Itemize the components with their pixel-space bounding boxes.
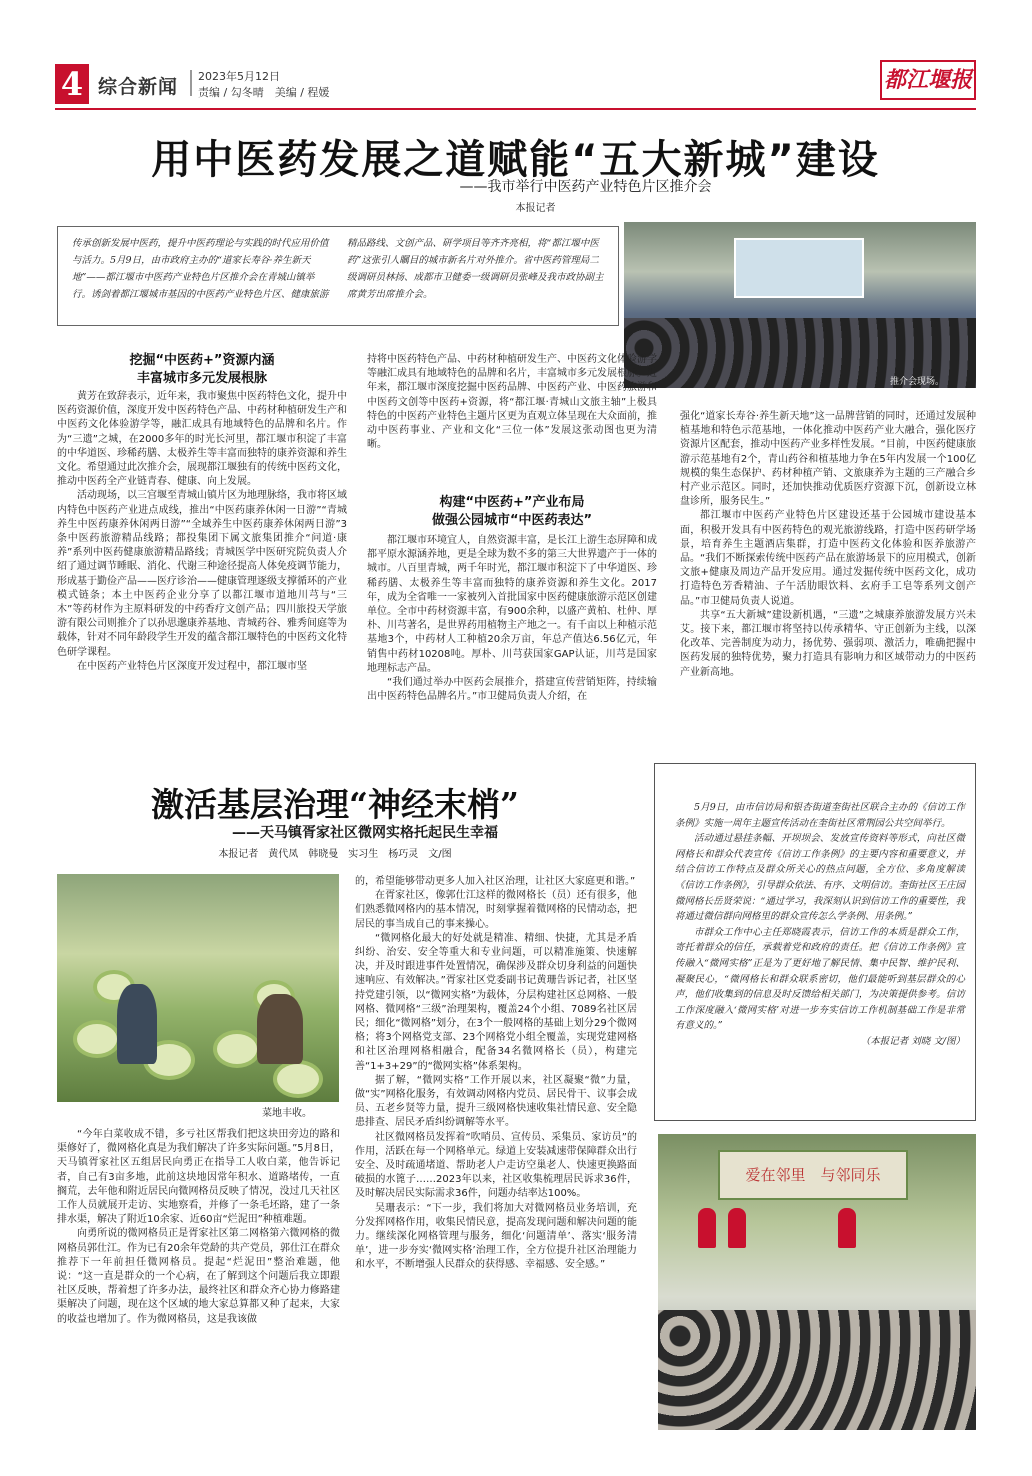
section2-heading [367,494,657,530]
audience [658,1310,976,1430]
paragraph: “微网格化最大的好处就是精准、精细、快捷，尤其是矛盾纠纷、治安、安全等重大和专业问题，可以精准施策、快速解决，并及时跟进事件处置情况，确保涉及群众切身利益的问题快速响应、有效解决。”胥家社区党委副书记黄珊告诉记者，社区坚持党建引领，以“微网实格”为载体，分层构建社区总网格、一般网格、微网格“三级”治理架构，覆盖24个小组、7089名社区居民；细化“微网格”划分，在3个一般网格的基础上划分29个微网格；将3个网格党支部、23个网格党小组全覆盖，实现党建网格和社区治理网格相融合，配备34名微网格长（员），构建完善“1+3+29”的“微网实格”体系架构。 [355,932,637,1072]
header-separator [190,70,192,96]
presentation-screen [734,238,864,298]
cabbage-harvest-photo [57,874,339,1102]
sidebar-article [654,763,976,1121]
section1-heading [57,352,347,388]
photo1-caption: 推介会现场。 [890,377,945,387]
paragraph: “我们通过举办中医药会展推介，搭建宣传营销矩阵，持续输出中医药特色品牌名片。”市卫健局负责人介绍，在 [367,677,657,703]
article1-title: 用中医药发展之道赋能“五大新城”建设 [151,137,880,183]
article2-subtitle: ——天马镇胥家社区微网实格托起民生幸福 [232,825,498,841]
paragraph: 都江堰市中医药产业特色片区建设还基于公园城市建设基本面，积极开发具有中医药特色的观光旅游线路，打造中医药研学场景，培育养生主题酒店集群，打造中医药文化体验和医养旅游产品。“我们不断探索传统中医药产品在旅游场景下的应用模式，创新文旅+健康及周边产品开发应用。通过发掘传统中医药文化，成功打造特色芳香精油、子午活肋眼饮料、玄府手工皂等系列文创产品。”市卫健局负责人说道。 [680,510,976,607]
section1-heading-line1: 挖掘“中医药+”资源内涵 [129,353,275,368]
issue-date: 2023年5月12日 [198,70,280,83]
event-banner: 爱在邻里 与邻同乐 [718,1150,908,1200]
farmer [117,984,157,1064]
article1-column2-bottom [367,534,657,708]
article2-column1 [57,1128,340,1426]
paragraph: 都江堰市环境宜人，自然资源丰富，是长江上游生态屏障和成都平原水源涵养地，更是全球为数不多的第三大世界遗产于一体的城市。八百里青城，两千年时光，都江堰市积淀下了中华道医、珍稀药膳、太极养生等丰富而独特的康养资源和养生文化。2017年，成为全省唯一一家被列入首批国家中医药健康旅游示范区创建单位。全市中药材资源丰富，有900余种，以盛产黄柏、杜仲、厚朴、川芎著名，是世界药用植物主产地之一。有千亩以上种植示范基地3个，中药材人工种植20余万亩，年总产值达6.56亿元，年销售中药材10208吨。厚朴、川芎获国家GAP认证，川芎是国家地理标志产品。 [367,535,657,674]
section-name: 综合新闻 [98,76,179,98]
article1-lead: 传承创新发展中医药，提升中医药理论与实践的时代应用价值与活力。5月9日，由市政府主办的“道家长寿谷·养生新天地”——都江堰市中医药产业特色片区推介会在青城山镇举行。诱剑着都江堰城市基因的中医药产业特色片区、健康旅游精品路线、文创产品、研学项目等齐齐亮相，将“都江堰中医药”这张引人瞩目的城市新名片对外推介。省中医药管理局二级调研员林扬、成都市卫健委一级调研员张峰及我市政协副主席黄芳出席推介会。 [57,226,619,326]
header-rule [55,108,976,110]
article1-byline: 本报记者 [515,203,556,214]
paragraph: 黄芳在致辞表示，近年来，我市聚焦中医药特色文化，提升中医药资源价值，深度开发中医药特色产品、中药材种植研发生产和中医药文化体验游学等，融汇成具有地域特色的品牌和名片。作为“三遗”之城，在2000多年的时光长河里，都江堰市积淀了丰富的中华道医、珍稀药膳、太极养生等丰富而独特的康养资源和养生文化。希望通过此次推介会，展现都江堰独有的传统中医药文化，推动中医药全产业链青春、健康、向上发展。 [57,391,347,488]
article1-column1 [57,390,347,706]
sidebar-signature: （本报记者 刘晓 文/图） [860,1035,965,1047]
paragraph: 社区微网格员发挥着“吹哨员、宣传员、采集员、家访员”的作用，活跃在每一个网格单元。绿道上安装减速带保障群众出行安全、及时疏通堵道、帮助老人户走访空巢老人、快速更换路面破损的水篦子……2023年以来，社区收集梳理居民诉求36件，及时解决居民实际需求36件，问题办结率达100%。 [355,1131,637,1200]
article1-column2-top [367,353,657,477]
paragraph: 据了解，“微网实格”工作开展以来，社区凝聚“微”力量，做“实”网格化服务，有效调动网格内党员、居民骨干、议事会成员、五老乡贤等力量，提升三级网格快速收集社情民意、安全隐患排查、居民矛盾纠纷调解等水平。 [355,1074,637,1129]
paragraph: 强化“道家长寿谷·养生新天地”这一品牌营销的同时，还通过发展种植基地和特色示范基地，一体化推动中医药产业大融合，强化医疗资源片区配套，推动中医药产业多样性发展。“目前，中医药健康旅游示范基地有2个，青山药谷和植基地力争在5年内发展一个100亿规模的集生态保护、药材种植产销、文旅康养为主题的三产融合乡村产业示范区。同时，还加快推动优质医疗资源下沉，创新设立林盘诊所，服务民生。” [680,411,976,508]
cabbage [277,1064,319,1094]
editors: 责编 / 勾冬晴 美编 / 程媛 [198,86,330,99]
section1-heading-line2: 丰富城市多元发展根脉 [136,371,267,386]
paragraph: 持将中医药特色产品、中药材种植研发生产、中医药文化体验游学等融汇成具有地域特色的品牌和名片，丰富城市多元发展根脉。近年来，都江堰市深度挖掘中医药品牌、中医药产业、中医药旅游和中医药文创等中医药+资源，将“都江堰·青城山文旅主轴”上极具特色的中医药产业特色主题片区更为直观立体呈现在大众面前，推动中医药事业、产业和文化“三位一体”发展这张动图也更为清晰。 [367,354,657,451]
paragraph: 5月9日，由市信访局和银杏街道奎街社区联合主办的《信访工作条例》实施一周年主题宣传活动在奎街社区常荆园公共空间举行。 [675,802,965,829]
volunteer [838,1208,856,1248]
paragraph: 在胥家社区，像郭仕江这样的微网格长（员）还有很多，他们熟悉微网格内的基本情况，时刻掌握着微网格的民情动态，把居民的事当成自己的事来操心。 [355,890,637,930]
conference-photo [624,222,976,388]
community-event-photo [658,1134,976,1430]
paragraph: 在中医药产业特色片区深度开发过程中，都江堰市坚 [77,660,307,672]
paragraph: 活动现场，以三宫堰至青城山镇片区为地理脉络，我市将区域内特色中医药产业进点成线，推出“中医药康养休闲一日游”“青城养生中医药康养休闲两日游”“全域养生中医药康养休闲两日游”3条中医药旅游精品线路；都投集团下属文旅集团推介“问道·康养”系列中医药健康旅游精品路线；青城医学中医研究院负责人介绍了通过调节睡眠、消化、代谢三种途径提高人体免疫调节能力，形成基于勤俭产品——医疗诊治——健康管理逐级支撑循环的产业模式链条；本土中医药企业分享了以都江堰市道地川芎与“三木”等药材作为主原料研发的中药香疗文创产品；四川旅投天学旅游有限公司则推介了以孙思邈康养基地、青城药谷、雅秀间庭等为载体，针对不同年龄段学生开发的蕴含都江堰特色的中医药文化特色研学课程。 [57,490,347,658]
article1-column3 [680,410,976,708]
section2-heading-line2: 做强公园城市“中医药表达” [431,513,593,528]
farmer [257,994,303,1064]
article2-column2 [355,875,637,1431]
article2-byline: 本报记者 黄代凤 韩晓曼 实习生 杨巧灵 文/图 [218,849,452,860]
paragraph: 吴珊表示：“下一步，我们将加大对微网格员业务培训，充分发挥网格作用，收集民情民意，提高发现问题和解决问题的能力。继续深化网格管理与服务，细化‘问题清单’、落实‘服务清单’，进一步夯实‘微网实格’治理工作，全方位提升社区治理能力和水平，不断增强人民群众的获得感、幸福感、安全感。” [355,1202,637,1271]
article1-subtitle: ——我市举行中医药产业特色片区推介会 [459,179,712,195]
page-number: 4 [55,64,89,104]
paragraph: 活动通过悬挂条幅、开坝坝会、发放宣传资料等形式，向社区微网格长和群众代表宣传《信访工作条例》的主要内容和重要意义，并结合信访工作特点及群众所关心的热点问题，全方位、多角度解读《信访工作条例》，引导群众依法、有序、文明信访。奎街社区王庄园微网格长岳贤荣说：“通过学习，我深刻认识到信访工作的重要性，我将通过微信群向网格里的群众宣传怎么学条例、用条例。” [675,833,965,923]
section2-heading-line1: 构建“中医药+”产业布局 [439,495,585,510]
paragraph: 的，希望能够带动更多人加入社区治理，让社区大家庭更和谐。” [355,876,636,887]
paragraph: 向勇所说的微网格员正是胥家社区第二网格第六微网格的微网格员郭仕江。作为已有20余年党龄的共产党员，郭仕江在群众推荐下一年前担任微网格员。提起“烂泥田”整治难题，他说：“这一直是群众的一个心病，在了解到这个问题后我立即跟社区反映，帮着想了许多办法，最终社区和群众齐心协力修路建渠解决了问题，现在这个区域的地大家总算都又种了起来，大家的收益也增加了。作为微网格员，这是我该做 [57,1228,340,1325]
paragraph: “今年白菜收成不错，多亏社区帮我们把这块田旁边的路和渠修好了，微网格化真是为我们解决了许多实际问题。”5月8日，天马镇胥家社区五组居民向勇正在指导工人收白菜，他告诉记者，自己有3亩多地，此前这块地因常年积水、道路堵传，一直搁荒，去年他和附近居民向微网格员反映了情况，没过几天社区工作人员就展开走访、实地察看，并修了一条毛坯路，建了一条排水渠，解决了附近10余家、近60亩“烂泥田”种植难题。 [57,1129,340,1226]
cabbage [77,1024,117,1054]
volunteer [728,1208,746,1248]
newspaper-logo: 都江堰报 [880,60,976,100]
paragraph: 共享“五大新城”建设新机遇，“三遗”之城康养旅游发展方兴未艾。接下来，都江堰市将坚持以传承精华、守正创新为主线，以深化改革、完善制度为动力，扬优势、强弱项、激活力，唯确把握中医药发展的独特优势，聚力打造具有影响力和区域带动力的中医药产业新高地。 [680,609,976,678]
volunteer [698,1208,716,1248]
photo2-caption: 菜地丰收。 [262,1108,312,1119]
article2-title: 激活基层治理“神经末梢” [151,785,519,824]
cabbage [217,1034,257,1064]
paragraph: 市群众工作中心主任郑晓霞表示，信访工作的本质是群众工作，寄托着群众的信任，承载着党和政府的责任。把《信访工作条例》宣传融入“微网实格”正是为了更好地了解民情、集中民智、维护民利、凝聚民心，“微网格长和群众联系密切，他们最能听到基层群众的心声，他们收集到的信息及时反馈给相关部门，为决策提供参考。信访工作深度融入‘微网实格’对进一步夯实信访工作机制基础工作是非常有意义的。” [675,926,965,1032]
